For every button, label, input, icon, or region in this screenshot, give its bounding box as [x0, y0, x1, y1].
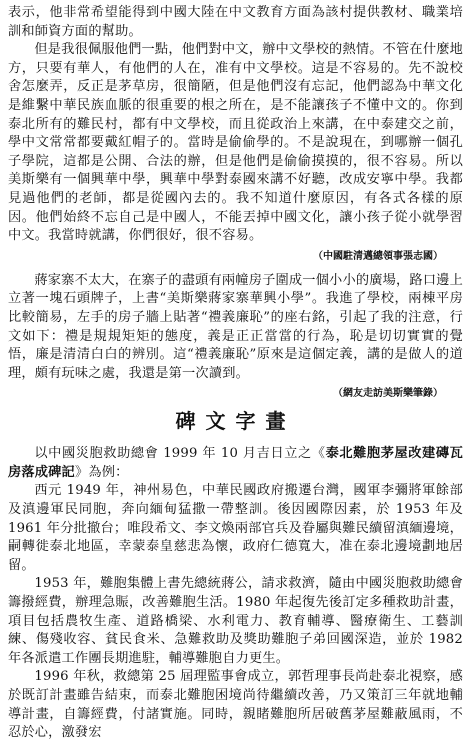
body-paragraph: 1953 年，難胞集體上書先總統蔣公，請求救濟，隨由中國災胞救助總會籌撥經費，辦理急賑，改善難胞生活。1980 年起復先後訂定多種救助計畫，項目包括農牧生產、道路橋梁、水利電力、教育輔導、醫療衛生、工藝訓練、傷殘收容、貧民食米、急難救助及獎助難胞子弟回國深造，並於 1982 年各派遣工作團長期進駐，輔導難胞自力更生。 — [8, 576, 463, 666]
body-paragraph: 但是我很佩服他們一點，他們對中文，辦中文學校的熱情。不管在什麼地方，只要有華人，有他們的人在，准有中文學校。這是不容易的。先不說校舍怎麼弄，反正是茅草房，很簡陋，但是他們沒有忘記，他們認為中華文化是維繫中華民族血脈的很重要的根之所在，是不能讓孩子不懂中文的。你到泰北所有的難民村，都有中文學校，而且從政治上來講，在中泰建交之前，學中文常常都要戴紅帽子的。當時是偷偷學的。不是說現在，到哪辦一個孔子學院，這都是公開、合法的辦，但是他們是偷偷摸摸的，很不容易。所以美斯樂有一個興華中學，興華中學對泰國來講不好聽，改成安寧中學。我都見過他們的老師，都是從國內去的。我不知道什麼原因，有各式各樣的原因。他們始終不忘自己是中國人，不能丟掉中國文化，讓小孩子從小就學習中文。我當時就講，你們很好，很不容易。 — [8, 42, 463, 244]
source-attribution: （中國駐清邁總領事張志國） — [313, 250, 443, 262]
stele-title: 泰北難胞茅屋改建磚瓦房落成碑記 — [8, 446, 463, 480]
intro-text: 以中國災胞救助總會 1999 年 10 月吉日立之《 — [34, 446, 326, 462]
body-paragraph: 蔣家寨不太大，在寨子的盡頭有兩幢房子圍成一個小小的廣場，路口邊上立著一塊石頭牌子，上書“美斯樂蔣家寨華興小學”。我進了學校，兩棟平房比較簡易，左手的房子牆上貼著“禮義廉恥”的座右銘，引起了我的注意，行文如下：禮是規規矩矩的態度，義是正正當當的行為，恥是切切實實的覺悟，廉是清清白白的辨別。這“禮義廉恥”原來是這個定義，講的是做人的道理，頗有玩味之處，我還是第一次讀到。 — [8, 272, 463, 381]
source-attribution: （網友走訪美斯樂筆錄） — [333, 388, 443, 400]
intro-paragraph — [8, 445, 463, 482]
body-paragraph: 西元 1949 年，神州易色，中華民國政府搬遷台灣，國軍李彌將軍餘部及滇邊軍民同胞，奔向緬甸猛撒一帶整訓。後因國際因素，於 1953 年及 1961 年分批撤台；唯段希文、李文煥兩部官兵及眷屬與難民續留滇緬邊境，嗣轉徙泰北地區，幸蒙泰皇慈悲為懷，政府仁德寬大，准在泰北邊境劃地居留。 — [8, 483, 463, 573]
intro-text: 》為例： — [74, 464, 129, 480]
body-paragraph: 表示，他非常希望能得到中國大陸在中文教育方面為該村提供教材、職業培訓和師資方面的幫助。 — [8, 5, 463, 39]
body-paragraph: 1996 年秋，救總第 25 屆理監事會成立，郭哲理事長尚赴泰北視察，感於既訂計畫雖告結束，而泰北難胞困境尚待繼續改善，乃又策訂三年就地輔導計畫，自籌經費，付諸實施。同時，親睹難胞所居破舊茅屋難蔽風雨，不忍於心，激發宏 — [8, 669, 463, 741]
section-heading: 碑文字畫 — [175, 409, 296, 434]
